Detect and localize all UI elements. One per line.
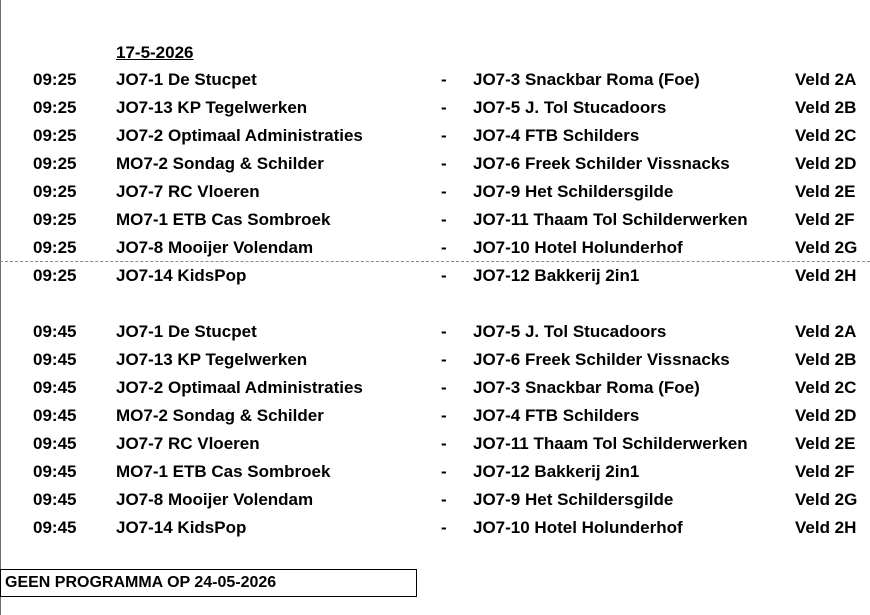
away-team: JO7-6 Freek Schilder Vissnacks — [473, 350, 730, 369]
versus-separator: - — [441, 350, 447, 369]
away-team: JO7-6 Freek Schilder Vissnacks — [473, 154, 730, 173]
match-time: 09:25 — [33, 266, 77, 285]
field-name: Veld 2C — [795, 378, 857, 397]
field-name: Veld 2H — [795, 266, 857, 285]
away-team: JO7-12 Bakkerij 2in1 — [473, 266, 640, 285]
match-time: 09:25 — [33, 182, 77, 201]
page-break-line — [0, 261, 870, 262]
field-name: Veld 2G — [795, 238, 858, 257]
field-name: Veld 2B — [795, 350, 857, 369]
match-time: 09:25 — [33, 154, 77, 173]
match-time: 09:25 — [33, 98, 77, 117]
versus-separator: - — [441, 462, 447, 481]
versus-separator: - — [441, 378, 447, 397]
match-time: 09:45 — [33, 462, 77, 481]
field-name: Veld 2G — [795, 490, 858, 509]
versus-separator: - — [441, 434, 447, 453]
home-team: MO7-2 Sondag & Schilder — [116, 406, 324, 425]
match-row — [0, 66, 870, 94]
away-team: JO7-10 Hotel Holunderhof — [473, 518, 683, 537]
no-program-notice: GEEN PROGRAMMA OP 24-05-2026 — [0, 569, 417, 597]
away-team: JO7-5 J. Tol Stucadoors — [473, 98, 667, 117]
away-team: JO7-9 Het Schildersgilde — [473, 490, 674, 509]
field-name: Veld 2B — [795, 98, 857, 117]
away-team: JO7-11 Thaam Tol Schilderwerken — [473, 434, 748, 453]
away-team: JO7-11 Thaam Tol Schilderwerken — [473, 210, 748, 229]
away-team: JO7-3 Snackbar Roma (Foe) — [473, 378, 700, 397]
versus-separator: - — [441, 182, 447, 201]
match-row — [0, 150, 870, 178]
away-team: JO7-3 Snackbar Roma (Foe) — [473, 70, 700, 89]
match-row — [0, 430, 870, 458]
away-team: JO7-4 FTB Schilders — [473, 406, 640, 425]
match-time: 09:45 — [33, 378, 77, 397]
field-name: Veld 2D — [795, 406, 857, 425]
home-team: JO7-2 Optimaal Administraties — [116, 126, 363, 145]
versus-separator: - — [441, 266, 447, 285]
versus-separator: - — [441, 154, 447, 173]
match-row — [0, 318, 870, 346]
match-row — [0, 402, 870, 430]
home-team: JO7-7 RC Vloeren — [116, 182, 260, 201]
match-row — [0, 94, 870, 122]
match-row — [0, 458, 870, 486]
match-time: 09:25 — [33, 70, 77, 89]
away-team: JO7-12 Bakkerij 2in1 — [473, 462, 640, 481]
field-name: Veld 2E — [795, 434, 856, 453]
match-time: 09:45 — [33, 434, 77, 453]
versus-separator: - — [441, 238, 447, 257]
versus-separator: - — [441, 126, 447, 145]
field-name: Veld 2F — [795, 462, 855, 481]
match-time: 09:45 — [33, 406, 77, 425]
home-team: JO7-1 De Stucpet — [116, 322, 257, 341]
match-time: 09:25 — [33, 238, 77, 257]
match-time: 09:45 — [33, 518, 77, 537]
home-team: JO7-7 RC Vloeren — [116, 434, 260, 453]
away-team: JO7-9 Het Schildersgilde — [473, 182, 674, 201]
field-name: Veld 2C — [795, 126, 857, 145]
match-row — [0, 262, 870, 290]
match-row — [0, 206, 870, 234]
versus-separator: - — [441, 70, 447, 89]
home-team: JO7-2 Optimaal Administraties — [116, 378, 363, 397]
schedule-date: 17-5-2026 — [116, 43, 194, 62]
home-team: JO7-14 KidsPop — [116, 266, 247, 285]
match-time: 09:45 — [33, 322, 77, 341]
versus-separator: - — [441, 210, 447, 229]
home-team: MO7-2 Sondag & Schilder — [116, 154, 324, 173]
match-row — [0, 346, 870, 374]
home-team: JO7-13 KP Tegelwerken — [116, 350, 308, 369]
field-name: Veld 2E — [795, 182, 856, 201]
versus-separator: - — [441, 490, 447, 509]
home-team: JO7-13 KP Tegelwerken — [116, 98, 308, 117]
match-row — [0, 122, 870, 150]
match-row — [0, 374, 870, 402]
away-team: JO7-5 J. Tol Stucadoors — [473, 322, 667, 341]
home-team: JO7-1 De Stucpet — [116, 70, 257, 89]
away-team: JO7-4 FTB Schilders — [473, 126, 640, 145]
match-time: 09:25 — [33, 210, 77, 229]
field-name: Veld 2H — [795, 518, 857, 537]
field-name: Veld 2A — [795, 322, 857, 341]
match-row — [0, 514, 870, 542]
away-team: JO7-10 Hotel Holunderhof — [473, 238, 683, 257]
versus-separator: - — [441, 322, 447, 341]
home-team: MO7-1 ETB Cas Sombroek — [116, 210, 331, 229]
home-team: JO7-14 KidsPop — [116, 518, 247, 537]
match-row — [0, 486, 870, 514]
home-team: JO7-8 Mooijer Volendam — [116, 238, 314, 257]
match-row — [0, 234, 870, 262]
home-team: JO7-8 Mooijer Volendam — [116, 490, 314, 509]
match-time: 09:45 — [33, 350, 77, 369]
home-team: MO7-1 ETB Cas Sombroek — [116, 462, 331, 481]
field-name: Veld 2A — [795, 70, 857, 89]
field-name: Veld 2F — [795, 210, 855, 229]
versus-separator: - — [441, 406, 447, 425]
match-row — [0, 178, 870, 206]
versus-separator: - — [441, 518, 447, 537]
match-time: 09:25 — [33, 126, 77, 145]
versus-separator: - — [441, 98, 447, 117]
match-time: 09:45 — [33, 490, 77, 509]
field-name: Veld 2D — [795, 154, 857, 173]
